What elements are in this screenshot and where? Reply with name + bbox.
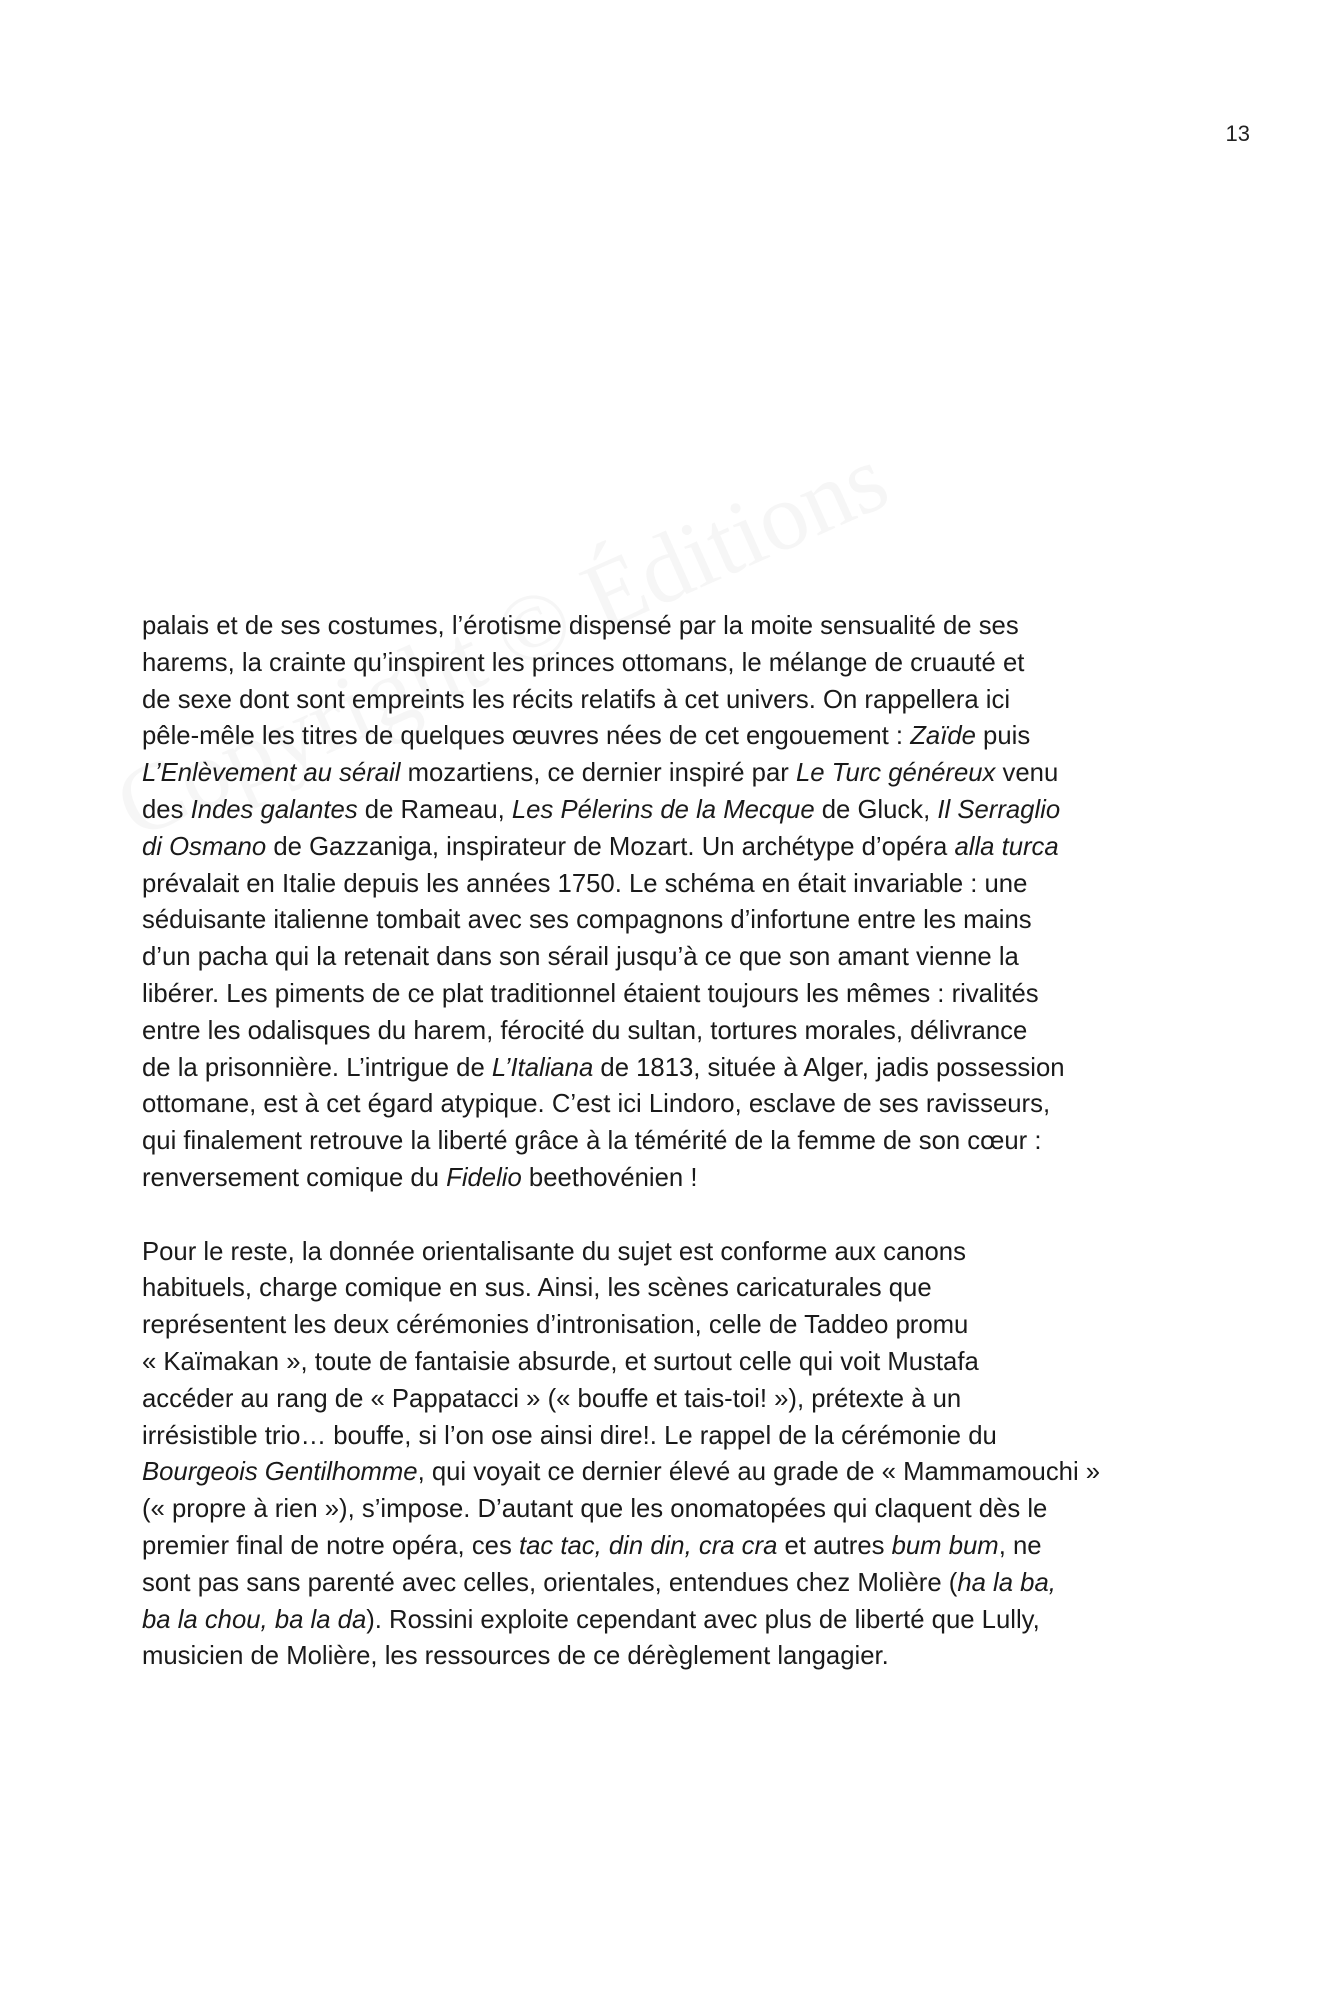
text-run: renversement comique du (142, 1163, 447, 1192)
text-line (142, 1086, 1184, 1123)
text-run: et autres (777, 1531, 892, 1560)
text-run: représentent les deux cérémonies d’intronisation, celle de Taddeo promu (142, 1311, 969, 1340)
text-line (142, 1013, 1184, 1050)
italic-title: Fidelio (446, 1163, 522, 1192)
text-line (142, 1381, 1184, 1418)
body-text (142, 608, 1184, 1675)
text-run: premier final de notre opéra, ces (142, 1531, 519, 1560)
text-run: Pour le reste, la donnée orientalisante du sujet est conforme aux canons (142, 1237, 966, 1266)
text-run: musicien de Molière, les ressources de ce dérèglement langagier. (142, 1642, 889, 1671)
text-run: beethovénien ! (521, 1163, 698, 1192)
italic-title: Il Serraglio (937, 795, 1061, 824)
text-run: irrésistible trio… bouffe, si l’on ose ainsi dire!. Le rappel de la cérémonie du (142, 1421, 997, 1450)
page-number: 13 (1225, 121, 1250, 146)
text-run: de Rameau, (357, 795, 512, 824)
italic-title: bum bum (891, 1531, 999, 1560)
text-run: qui finalement retrouve la liberté grâce à la témérité de la femme de son cœur : (142, 1127, 1042, 1156)
text-run: des (142, 795, 191, 824)
text-line (142, 1123, 1184, 1160)
italic-title: ba la chou, ba la da (142, 1605, 367, 1634)
text-run: de Gluck, (814, 795, 938, 824)
text-run: (« propre à rien »), s’impose. D’autant que les onomatopées qui claquent dès le (142, 1495, 1048, 1524)
text-line (142, 1344, 1184, 1381)
text-run: de 1813, située à Alger, jadis possession (593, 1053, 1065, 1082)
text-line (142, 645, 1184, 682)
italic-title: L’Italiana (491, 1053, 594, 1082)
text-line (142, 1565, 1184, 1602)
text-run: ottomane, est à cet égard atypique. C’est ici Lindoro, esclave de ses ravisseurs, (142, 1090, 1051, 1119)
italic-title: ha la ba, (957, 1568, 1056, 1597)
text-line (142, 1602, 1184, 1639)
text-line (142, 608, 1184, 645)
text-line (142, 1454, 1184, 1491)
text-line (142, 1307, 1184, 1344)
text-run: sont pas sans parenté avec celles, orientales, entendues chez Molière ( (142, 1568, 958, 1597)
text-run: prévalait en Italie depuis les années 1750. Le schéma en était invariable : une (142, 869, 1028, 898)
text-line (142, 902, 1184, 939)
text-line (142, 1050, 1184, 1087)
italic-title: Bourgeois Gentilhomme (142, 1458, 418, 1487)
italic-title: Zaïde (910, 722, 976, 751)
text-line (142, 1528, 1184, 1565)
paragraph (142, 608, 1184, 1197)
text-line (142, 792, 1184, 829)
text-run: d’un pacha qui la retenait dans son sérail jusqu’à ce que son amant vienne la (142, 943, 1019, 972)
text-run: libérer. Les piments de ce plat traditionnel étaient toujours les mêmes : rivalités (142, 979, 1039, 1008)
text-run: « Kaïmakan », toute de fantaisie absurde, et surtout celle qui voit Mustafa (142, 1347, 979, 1376)
text-run: de sexe dont sont empreints les récits relatifs à cet univers. On rappellera ici (142, 685, 1011, 714)
italic-title: Le Turc généreux (795, 759, 996, 788)
text-run: palais et de ses costumes, l’érotisme dispensé par la moite sensualité de ses (142, 612, 1019, 640)
text-line (142, 718, 1184, 755)
text-run: de Gazzaniga, inspirateur de Mozart. Un archétype d’opéra (266, 832, 955, 861)
text-line (142, 829, 1184, 866)
text-line (142, 976, 1184, 1013)
text-run: ). Rossini exploite cependant avec plus de liberté que Lully, (366, 1605, 1040, 1634)
text-line (142, 682, 1184, 719)
text-run: , qui voyait ce dernier élevé au grade de « Mammamouchi » (417, 1458, 1101, 1487)
paragraph (142, 1234, 1184, 1676)
text-run: séduisante italienne tombait avec ses compagnons d’infortune entre les mains (142, 906, 1032, 935)
text-line (142, 866, 1184, 903)
text-line (142, 1638, 1184, 1675)
italic-title: alla turca (954, 832, 1059, 861)
text-line (142, 1234, 1184, 1271)
text-line (142, 1418, 1184, 1455)
text-run: entre les odalisques du harem, férocité du sultan, tortures morales, délivrance (142, 1016, 1028, 1045)
italic-title: di Osmano (142, 832, 267, 861)
text-run: puis (975, 722, 1031, 751)
italic-title: tac tac, din din, cra cra (518, 1531, 778, 1560)
text-run: pêle-mêle les titres de quelques œuvres nées de cet engouement : (142, 722, 911, 751)
text-line (142, 1491, 1184, 1528)
text-line (142, 755, 1184, 792)
text-line (142, 1160, 1184, 1197)
italic-title: Les Pélerins de la Mecque (511, 795, 815, 824)
text-line (142, 1270, 1184, 1307)
text-run: venu (995, 759, 1059, 788)
italic-title: Indes galantes (190, 795, 358, 824)
text-line (142, 939, 1184, 976)
text-run: harems, la crainte qu’inspirent les princes ottomans, le mélange de cruauté et (142, 648, 1025, 677)
text-run: mozartiens, ce dernier inspiré par (400, 759, 796, 788)
text-run: de la prisonnière. L’intrigue de (142, 1053, 492, 1082)
italic-title: L’Enlèvement au sérail (142, 759, 401, 788)
text-run: accéder au rang de « Pappatacci » (« bouffe et tais-toi! »), prétexte à un (142, 1384, 962, 1413)
text-run: habituels, charge comique en sus. Ainsi, les scènes caricaturales que (142, 1274, 932, 1303)
text-run: , ne (998, 1531, 1042, 1560)
